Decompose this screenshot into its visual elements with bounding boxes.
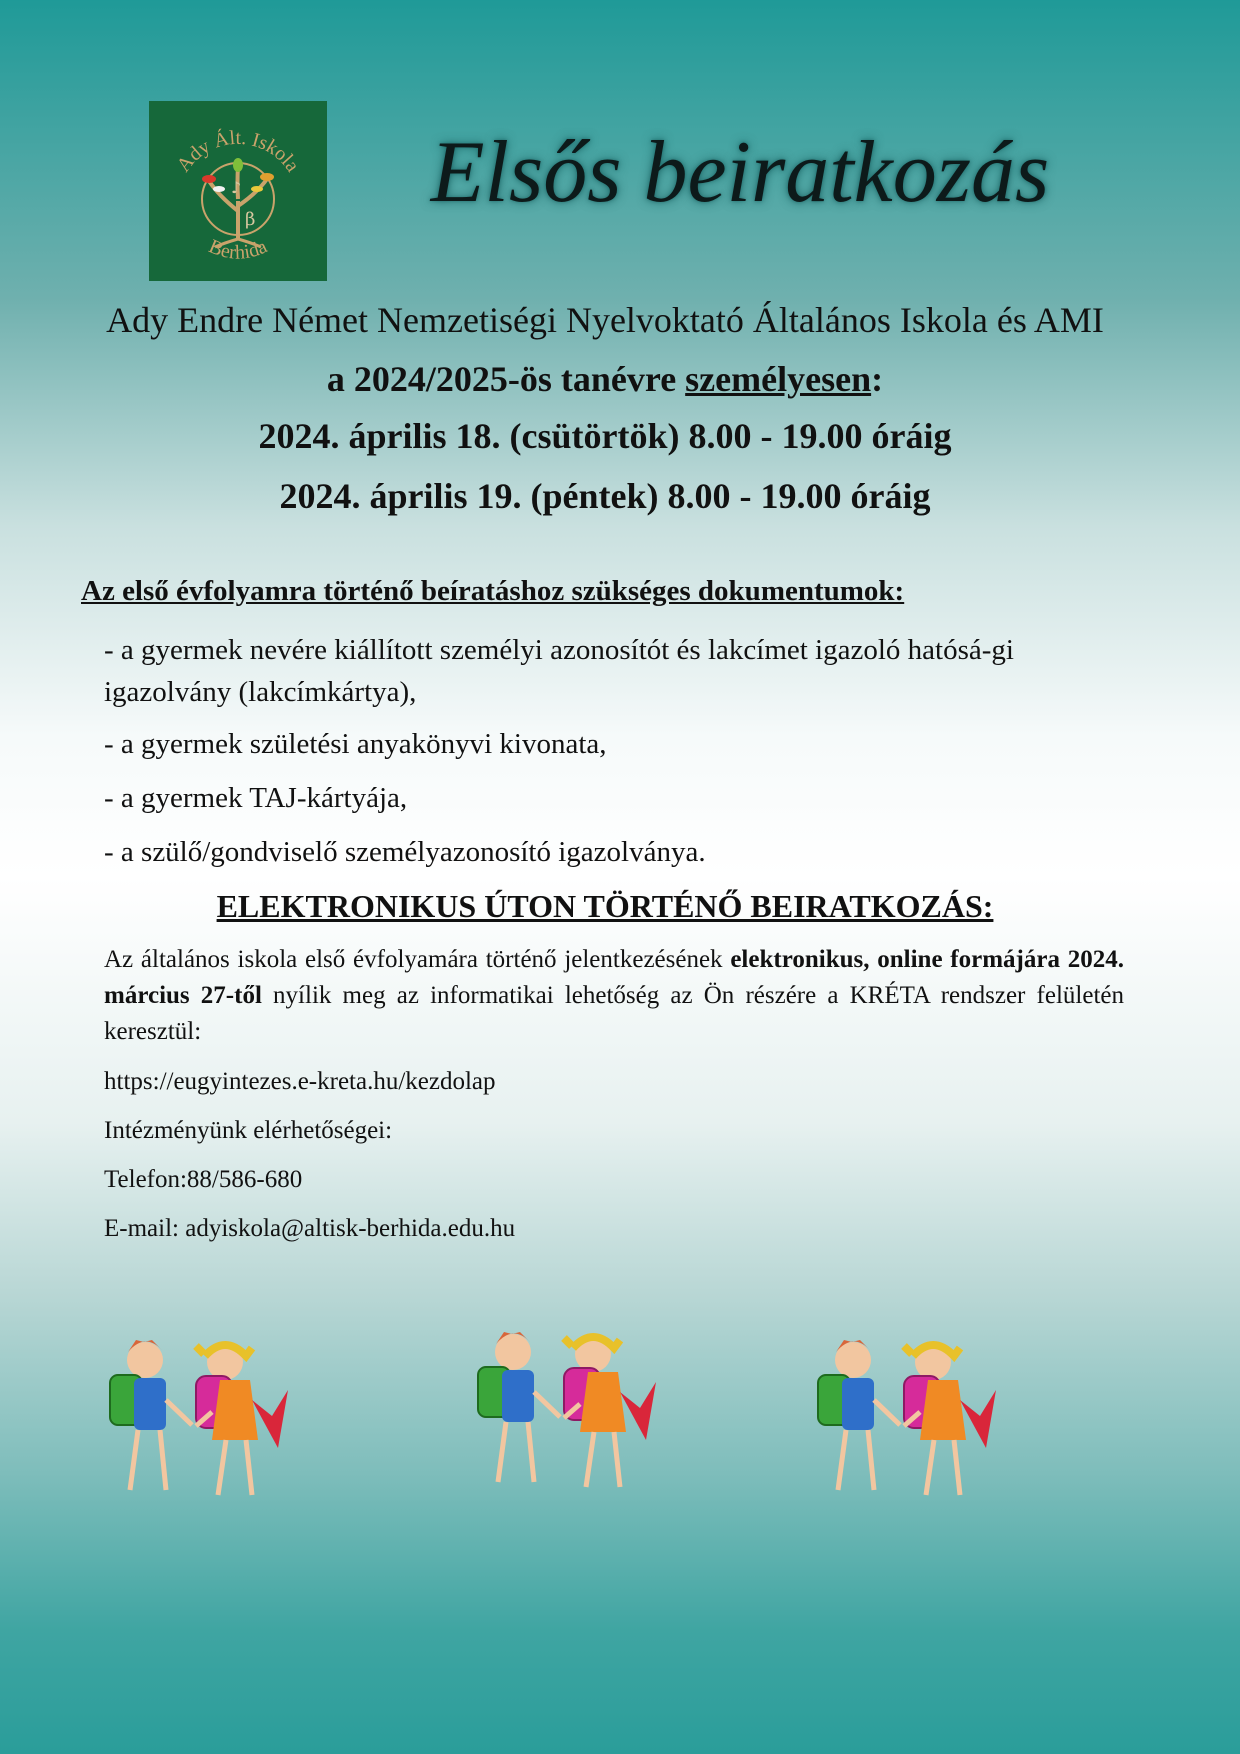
svg-text:♪: ♪ (231, 178, 242, 197)
documents-heading: Az első évfolyamra történő beíratáshoz szükséges dokumentumok: (81, 575, 905, 607)
contacts-label: Intézményünk elérhetőségei: (104, 1117, 393, 1144)
email-address[interactable]: E-mail: adyiskola@altisk-berhida.edu.hu (104, 1215, 516, 1242)
paragraph-bold: elektronikus, online formájára 2024. március 27-től (104, 946, 1124, 1009)
enrollment-date-1: 2024. április 18. (csütörtök) 8.00 - 19.00 óráig (258, 416, 952, 456)
kreta-url-link[interactable]: https://eugyintezes.e-kreta.hu/kezdolap (104, 1068, 496, 1095)
school-year-line (40, 355, 1170, 403)
svg-text:β: β (245, 209, 256, 230)
year-line-prefix: a 2024/2025-ös tanévre (326, 359, 686, 399)
document-item: - a gyermek TAJ-kártyája, (104, 782, 408, 814)
page-title: Elsős beiratkozás (430, 124, 1050, 221)
children-illustration (808, 1330, 1018, 1520)
school-logo (149, 101, 327, 281)
enrollment-date-2: 2024. április 19. (péntek) 8.00 - 19.00 óráig (279, 476, 931, 516)
children-illustration (100, 1330, 310, 1520)
paragraph-part1: Az általános iskola első évfolyamára történő jelentkezésének (104, 946, 731, 973)
logo-top-text: Ady Ált. Iskola (172, 126, 304, 177)
logo-bottom-text: Berhida (205, 235, 271, 264)
phone-number: Telefon:88/586-680 (104, 1166, 303, 1193)
children-illustration (468, 1322, 678, 1512)
electronic-paragraph (104, 942, 1124, 1050)
document-item: - a szülő/gondviselő személyazonosító igazolványa. (104, 836, 706, 868)
year-line-suffix: : (871, 359, 884, 399)
document-item: - a gyermek születési anyakönyvi kivonata, (104, 728, 607, 760)
paragraph-part2: nyílik meg az informatikai lehetőség az Ön részére a KRÉTA rendszer felületén keresztül: (104, 982, 1124, 1045)
school-name: Ady Endre Német Nemzetiségi Nyelvoktató Általános Iskola és AMI (106, 300, 1104, 340)
year-line-underlined: személyesen (685, 359, 872, 399)
electronic-heading: ELEKTRONIKUS ÚTON TÖRTÉNŐ BEIRATKOZÁS: (216, 888, 994, 924)
document-item: - a gyermek nevére kiállított személyi azonosítót és lakcímet igazoló hatósá-gi igazolvány (lakcímkártya), (104, 634, 1014, 708)
